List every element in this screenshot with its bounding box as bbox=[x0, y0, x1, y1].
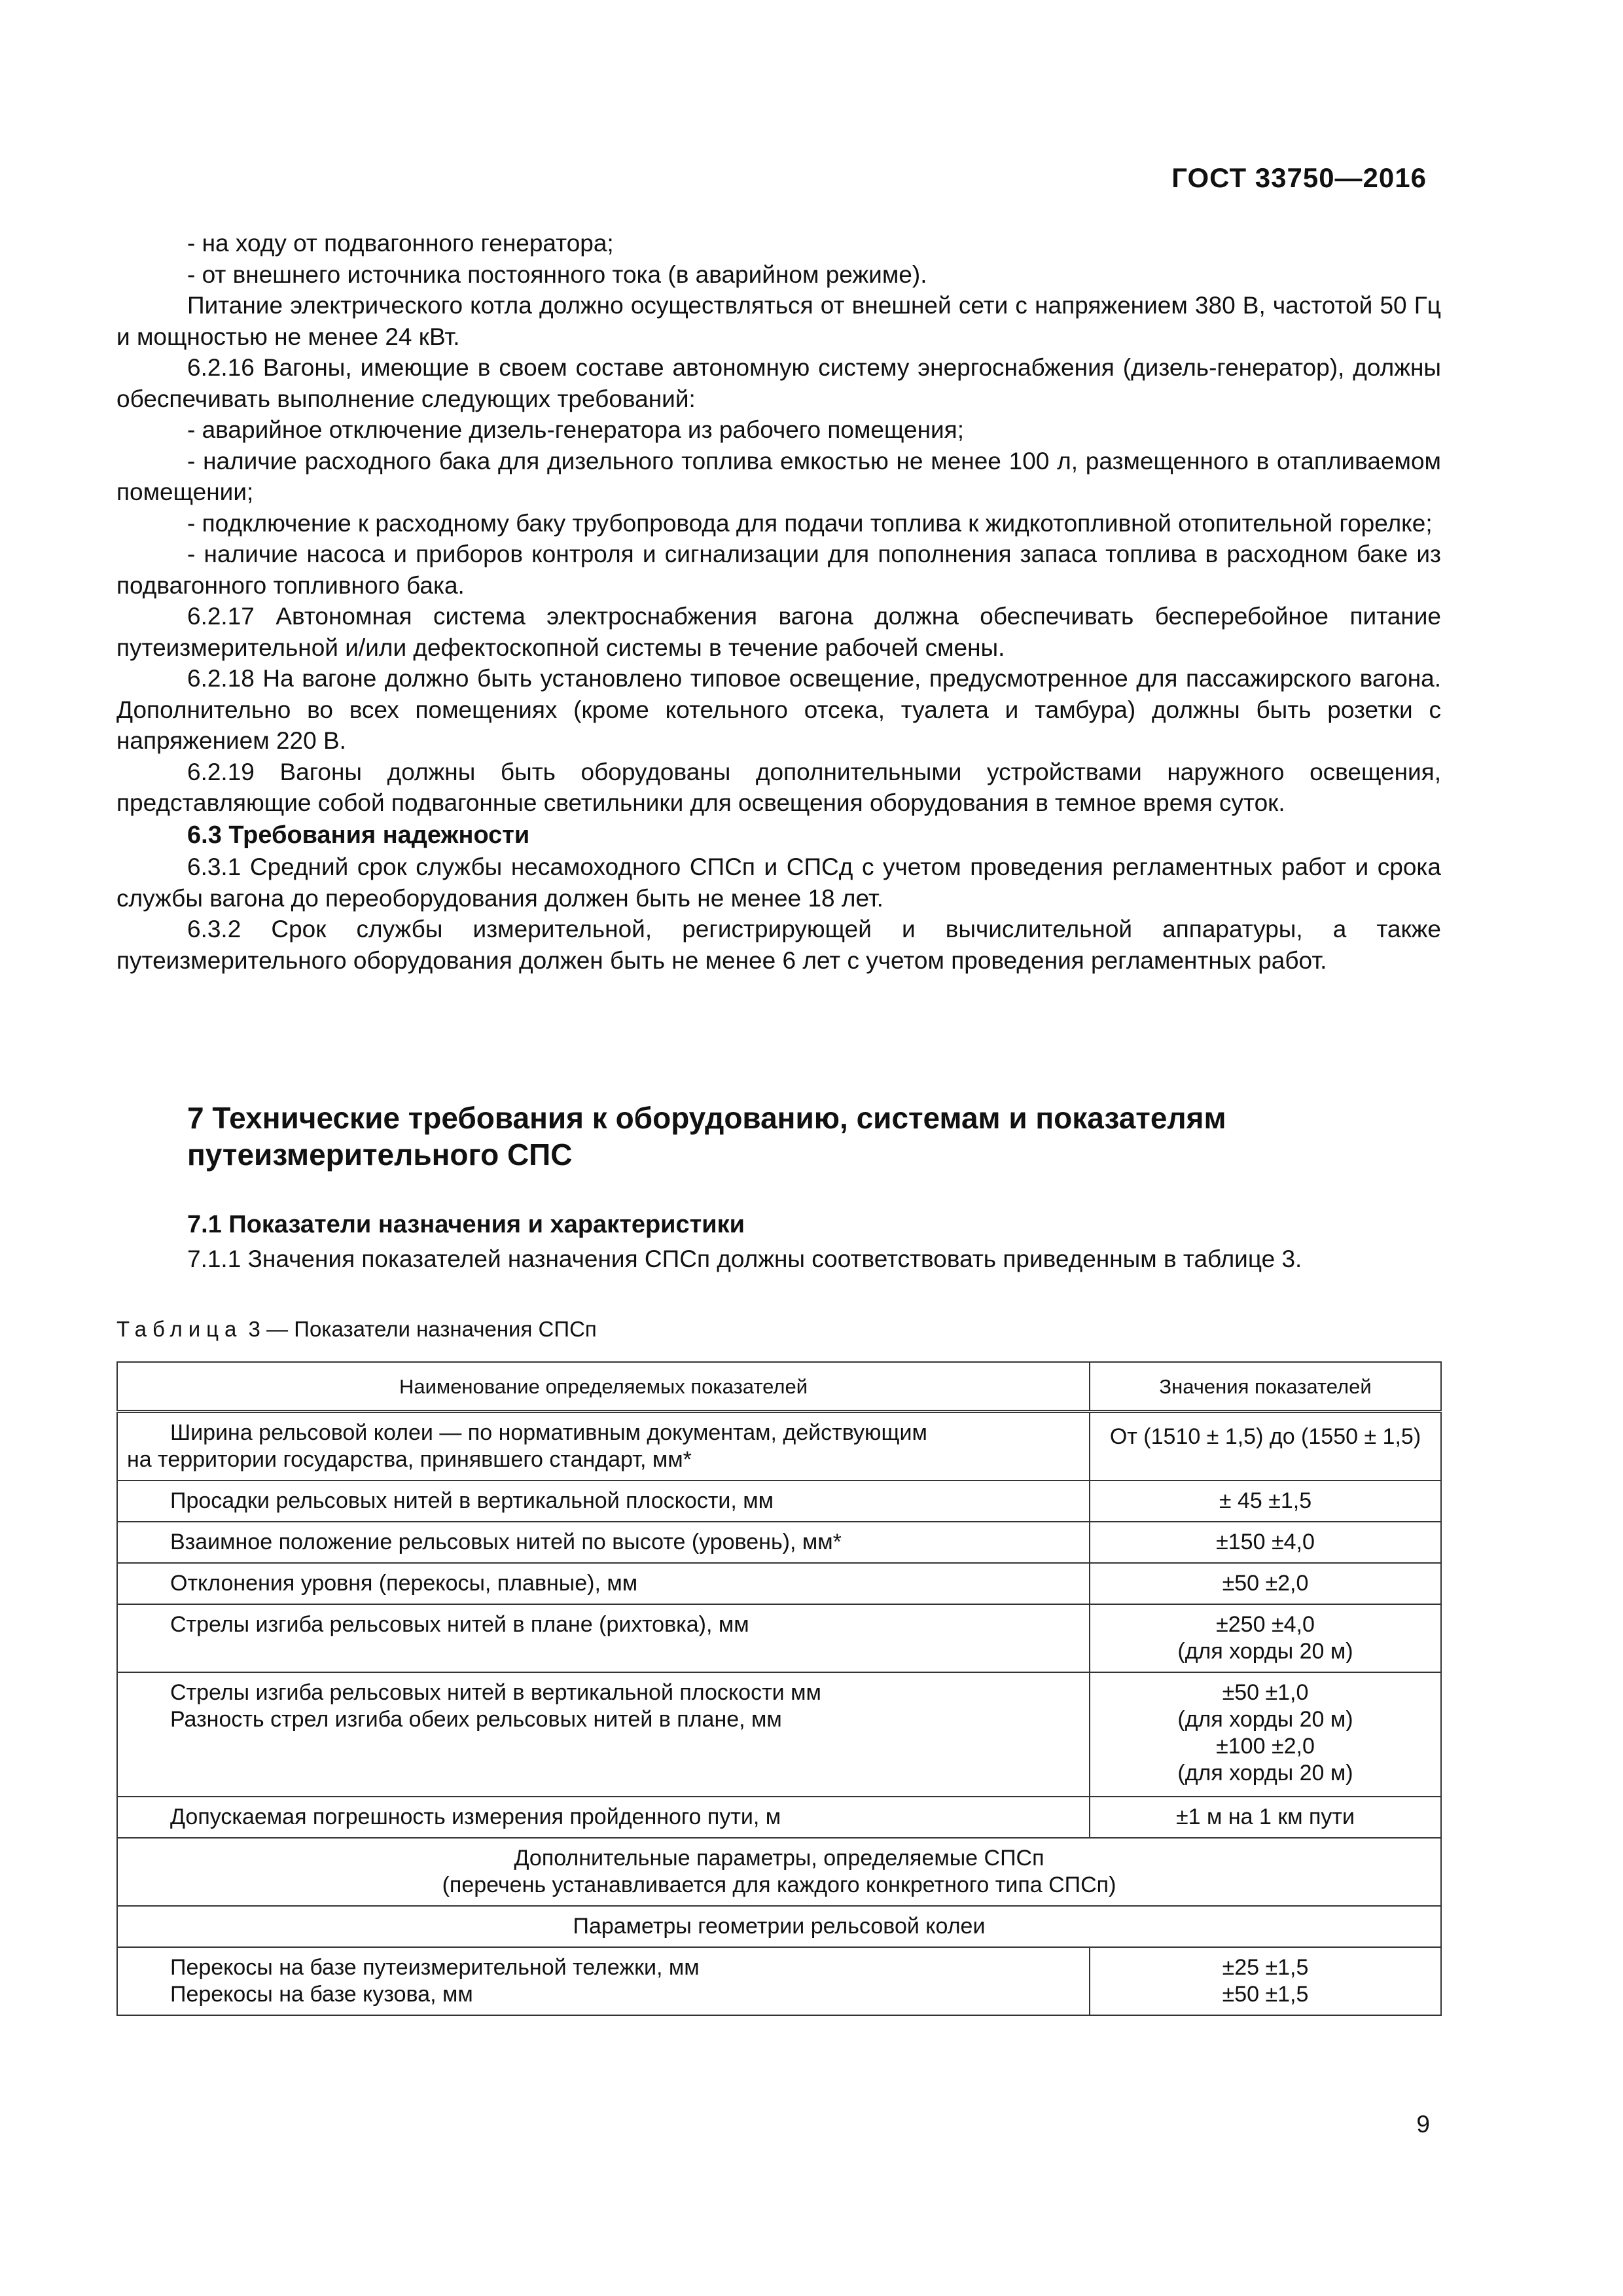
table-cell-value bbox=[1090, 1672, 1441, 1797]
cell-line: ±50 ±1,5 bbox=[1222, 1982, 1309, 2007]
table-cell-value: ±150 ±4,0 bbox=[1090, 1522, 1441, 1563]
cell-line: Разность стрел изгиба обеих рельсовых нитей в плане, мм bbox=[170, 1707, 782, 1732]
standard-number: ГОСТ 33750—2016 bbox=[1171, 162, 1427, 193]
paragraph: Питание электрического котла должно осуществляться от внешней сети с напряжением 380 В, частотой 50 Гц и мощностью не менее 24 кВт. bbox=[116, 292, 1441, 350]
column-header-value: Значения показателей bbox=[1090, 1362, 1441, 1412]
cell-line: Стрелы изгиба рельсовых нитей в вертикальной плоскости мм bbox=[170, 1680, 821, 1705]
cell-line: Дополнительные параметры, определяемые СПСп bbox=[514, 1846, 1044, 1871]
table-row bbox=[117, 1906, 1441, 1947]
paragraph: - наличие расходного бака для дизельного топлива емкостью не менее 100 л, размещенного в отапливаемом помещении; bbox=[116, 447, 1441, 505]
paragraph-7-1-1: 7.1.1 Значения показателей назначения СПСп должны соответствовать приведенным в таблице 3. bbox=[187, 1246, 1302, 1272]
cell-line: (для хорды 20 м) bbox=[1177, 1639, 1353, 1664]
table-caption-word: Таблица bbox=[116, 1317, 243, 1341]
section-heading-7-1: 7.1 Показатели назначения и характеристики bbox=[187, 1211, 745, 1238]
cell-line: (перечень устанавливается для каждого конкретного типа СПСп) bbox=[442, 1873, 1116, 1897]
cell-line: (для хорды 20 м) bbox=[1177, 1707, 1353, 1732]
cell-line: Перекосы на базе кузова, мм bbox=[170, 1982, 473, 2007]
paragraph: - подключение к расходному баку трубопровода для подачи топлива к жидкотопливной отопительной горелке; bbox=[187, 509, 1433, 537]
cell-line: ±25 ±1,5 bbox=[1222, 1955, 1309, 1980]
table-cell-value bbox=[1090, 1947, 1441, 2015]
table-row bbox=[117, 1480, 1441, 1522]
table-caption-text: 3 — Показатели назначения СПСп bbox=[242, 1317, 597, 1341]
section-7-title bbox=[187, 1100, 1431, 1173]
paragraph: - от внешнего источника постоянного тока (в аварийном режиме). bbox=[187, 260, 927, 288]
section-7-title-line2: путеизмерительного СПС bbox=[187, 1138, 573, 1172]
table-cell-value: ±1 м на 1 км пути bbox=[1090, 1797, 1441, 1838]
table-row bbox=[117, 1522, 1441, 1563]
section-7-title-line1: 7 Технические требования к оборудованию, системам и показателям bbox=[187, 1101, 1226, 1135]
paragraph: 6.2.16 Вагоны, имеющие в своем составе автономную систему энергоснабжения (дизель-генератор), должны обеспечивать выполнение следующих требований: bbox=[116, 354, 1441, 412]
paragraph: 6.2.18 На вагоне должно быть установлено типовое освещение, предусмотренное для пассажирского вагона. Дополнительно во всех помещениях (кроме котельного отсека, туалета и тамбура) должны быть розетки с напряжением 220 В. bbox=[116, 665, 1441, 754]
cell-line: Ширина рельсовой колеи — по нормативным документам, действующим bbox=[170, 1420, 927, 1445]
body-text bbox=[116, 228, 1441, 976]
cell-line: ±50 ±1,0 bbox=[1222, 1680, 1309, 1705]
table-cell-name: Взаимное положение рельсовых нитей по высоте (уровень), мм* bbox=[117, 1522, 1090, 1563]
indicators-table bbox=[116, 1361, 1442, 2016]
table-cell-name: Допускаемая погрешность измерения пройденного пути, м bbox=[117, 1797, 1090, 1838]
table-row bbox=[117, 1797, 1441, 1838]
table-header-row bbox=[117, 1362, 1441, 1412]
section-heading-6-3: 6.3 Требования надежности bbox=[187, 821, 530, 849]
paragraph: - на ходу от подвагонного генератора; bbox=[187, 230, 614, 257]
paragraph: - аварийное отключение дизель-генератора из рабочего помещения; bbox=[187, 416, 964, 443]
paragraph: 6.2.17 Автономная система электроснабжения вагона должна обеспечивать бесперебойное питание путеизмерительной и/или дефектоскопной системы в течение рабочей смены. bbox=[116, 603, 1441, 661]
paragraph: 6.3.1 Средний срок службы несамоходного СПСп и СПСд с учетом проведения регламентных работ и срока службы вагона до переоборудования должен быть не менее 18 лет. bbox=[116, 853, 1441, 912]
table-cell-name bbox=[117, 1672, 1090, 1797]
table-row bbox=[117, 1563, 1441, 1604]
column-header-name: Наименование определяемых показателей bbox=[117, 1362, 1090, 1412]
table-row bbox=[117, 1672, 1441, 1797]
paragraph: - наличие насоса и приборов контроля и сигнализации для пополнения запаса топлива в расходном баке из подвагонного топливного бака. bbox=[116, 541, 1441, 599]
table-cell-name bbox=[117, 1947, 1090, 2015]
table-cell-value: ± 45 ±1,5 bbox=[1090, 1480, 1441, 1522]
table-row bbox=[117, 1412, 1441, 1481]
table-cell-name bbox=[117, 1412, 1090, 1481]
cell-line: (для хорды 20 м) bbox=[1177, 1761, 1353, 1785]
table-span-cell bbox=[117, 1838, 1441, 1906]
table-caption bbox=[116, 1317, 597, 1342]
paragraph: 6.2.19 Вагоны должны быть оборудованы дополнительными устройствами наружного освещения, представляющие собой подвагонные светильники для освещения оборудования в темное время суток. bbox=[116, 758, 1441, 816]
cell-line: Перекосы на базе путеизмерительной тележки, мм bbox=[170, 1955, 700, 1980]
table-cell-name: Просадки рельсовых нитей в вертикальной плоскости, мм bbox=[117, 1480, 1090, 1522]
cell-line: на территории государства, принявшего стандарт, мм* bbox=[127, 1447, 692, 1472]
table-cell-value bbox=[1090, 1604, 1441, 1672]
table-span-cell: Параметры геометрии рельсовой колеи bbox=[117, 1906, 1441, 1947]
table-row bbox=[117, 1604, 1441, 1672]
paragraph: 6.3.2 Срок службы измерительной, регистрирующей и вычислительной аппаратуры, а также путеизмерительного оборудования должен быть не менее 6 лет с учетом проведения регламентных работ. bbox=[116, 916, 1441, 974]
cell-line: ±250 ±4,0 bbox=[1216, 1612, 1315, 1637]
table-row bbox=[117, 1838, 1441, 1906]
page-number: 9 bbox=[1416, 2111, 1430, 2138]
table-cell-name: Стрелы изгиба рельсовых нитей в плане (рихтовка), мм bbox=[117, 1604, 1090, 1672]
table-cell-name: Отклонения уровня (перекосы, плавные), мм bbox=[117, 1563, 1090, 1604]
table-cell-value: От (1510 ± 1,5) до (1550 ± 1,5) bbox=[1090, 1412, 1441, 1481]
table-cell-value: ±50 ±2,0 bbox=[1090, 1563, 1441, 1604]
table-row bbox=[117, 1947, 1441, 2015]
cell-line: ±100 ±2,0 bbox=[1216, 1734, 1315, 1759]
